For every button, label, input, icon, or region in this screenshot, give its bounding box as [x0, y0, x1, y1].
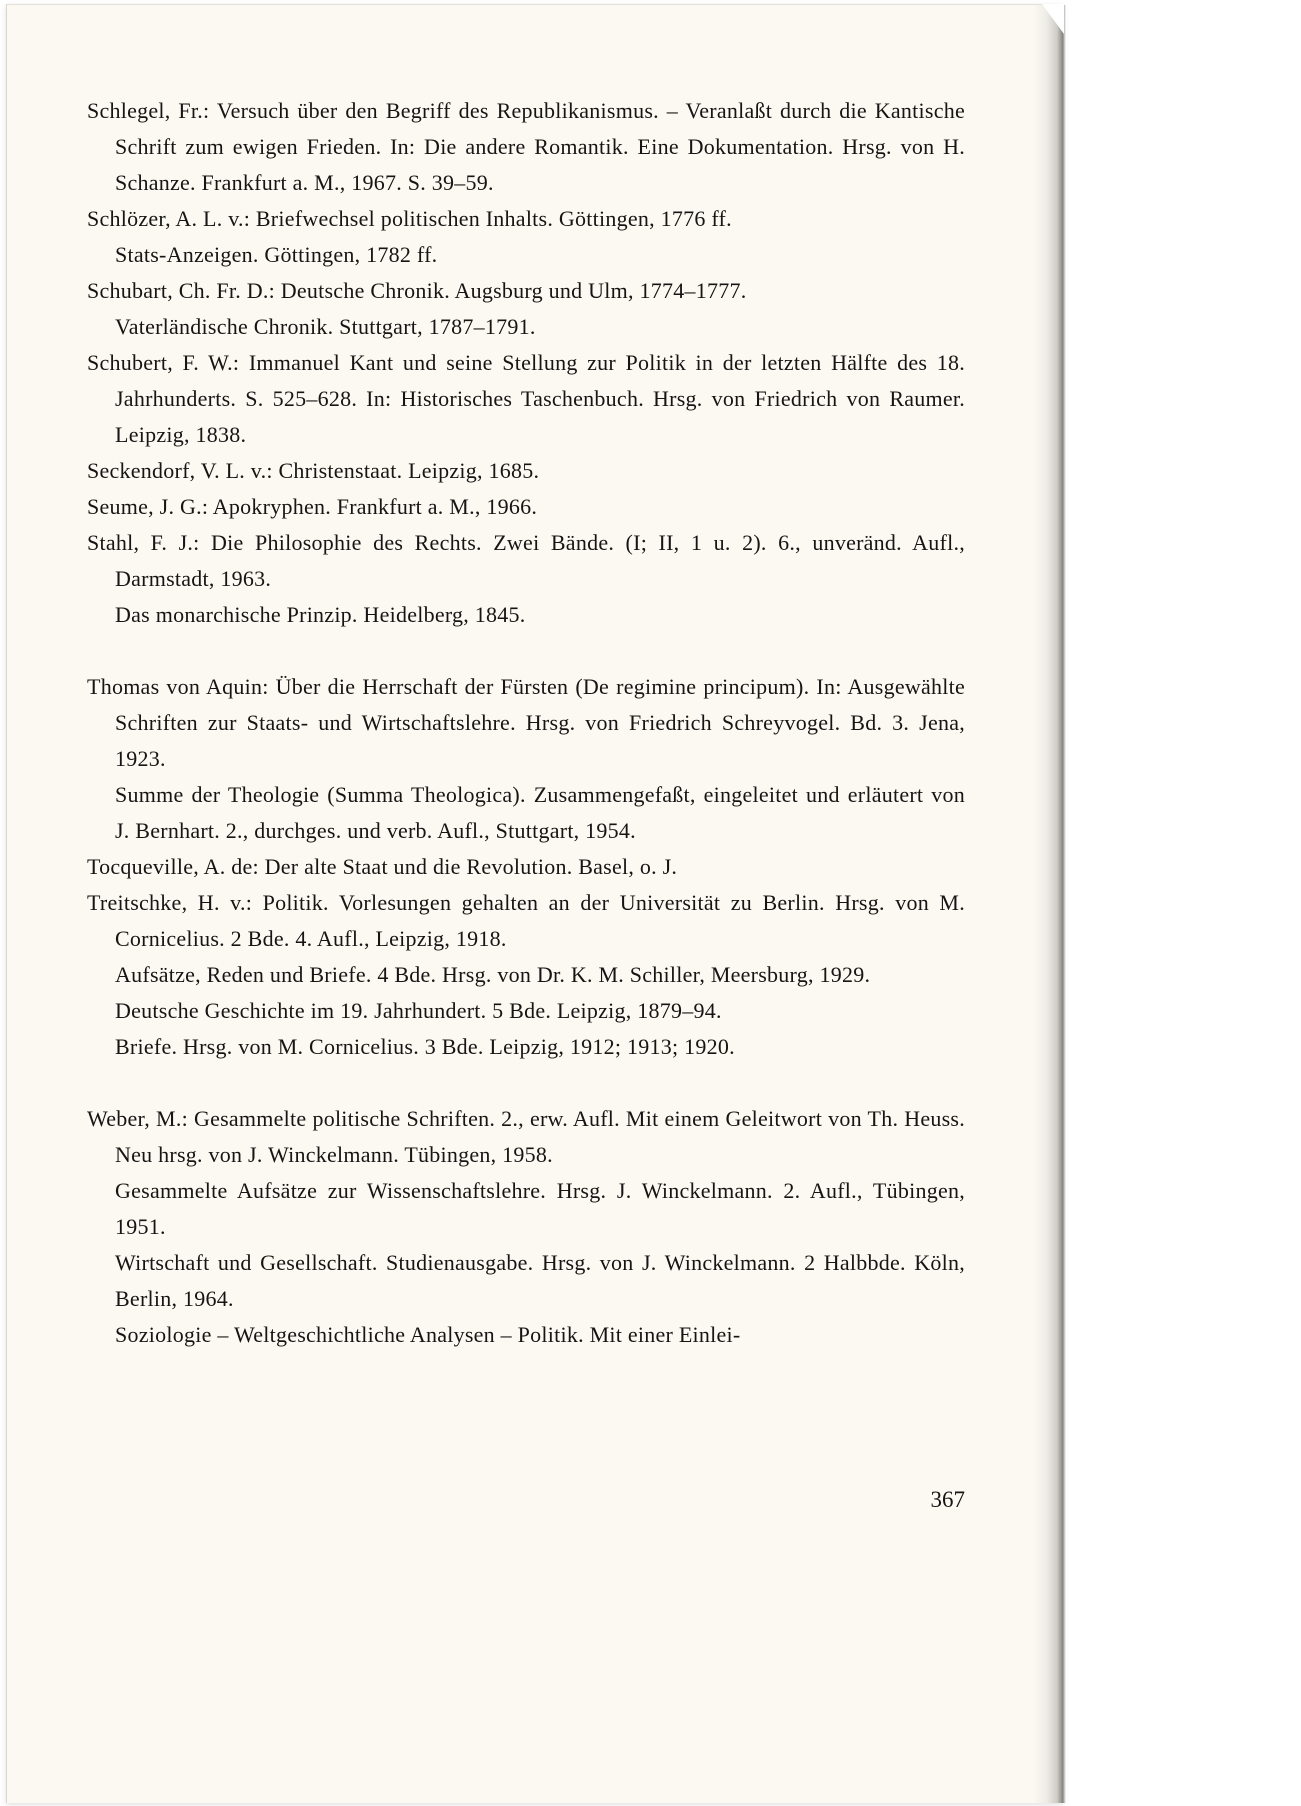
bibliography-subentry: Deutsche Geschichte im 19. Jahrhundert. 5 Bde. Leipzig, 1879–94. [115, 998, 722, 1023]
bibliography-entry: Schubert, F. W.: Immanuel Kant und seine Stellung zur Politik in der letzten Hälfte des 18. Jahrhunderts. S. 525–628. In: Historisches Taschenbuch. Hrsg. von Friedrich von Raumer. Leipzig, 1838. [87, 350, 965, 447]
bibliography-entry: Thomas von Aquin: Über die Herrschaft der Fürsten (De regimine principum). In: Ausgewählte Schriften zur Staats- und Wirtschaftslehre. Hrsg. von Friedrich Schreyvogel. Bd. 3. Jena, 1923. [87, 674, 965, 771]
bibliography-entry: Weber, M.: Gesammelte politische Schriften. 2., erw. Aufl. Mit einem Geleitwort von Th. Heuss. Neu hrsg. von J. Winckelmann. Tübingen, 1958. [87, 1106, 965, 1167]
bibliography-entry: Schlözer, A. L. v.: Briefwechsel politischen Inhalts. Göttingen, 1776 ff. [87, 206, 732, 231]
bibliography-entry: Treitschke, H. v.: Politik. Vorlesungen gehalten an der Universität zu Berlin. Hrsg. von M. Cornicelius. 2 Bde. 4. Aufl., Leipzig, 1918. [87, 890, 965, 951]
bibliography-subentry: Briefe. Hrsg. von M. Cornicelius. 3 Bde. Leipzig, 1912; 1913; 1920. [115, 1034, 735, 1059]
bibliography-subentry: Gesammelte Aufsätze zur Wissenschaftslehre. Hrsg. J. Winckelmann. 2. Aufl., Tübingen, 1951. [115, 1178, 965, 1239]
bibliography-subentry: Das monarchische Prinzip. Heidelberg, 1845. [115, 602, 526, 627]
page-edge-shadow [1033, 5, 1063, 1803]
bibliography-entry: Schlegel, Fr.: Versuch über den Begriff des Republikanismus. – Veranlaßt durch die Kantische Schrift zum ewigen Frieden. In: Die andere Romantik. Eine Dokumentation. Hrsg. von H. Schanze. Frankfurt a. M., 1967. S. 39–59. [87, 98, 965, 195]
page-corner-curl [1042, 4, 1064, 34]
bibliography-subentry: Vaterländische Chronik. Stuttgart, 1787–1791. [115, 314, 536, 339]
bibliography-entry: Schubart, Ch. Fr. D.: Deutsche Chronik. Augsburg und Ulm, 1774–1777. [87, 278, 747, 303]
bibliography-entry: Seume, J. G.: Apokryphen. Frankfurt a. M., 1966. [87, 494, 538, 519]
bibliography-entry: Seckendorf, V. L. v.: Christenstaat. Leipzig, 1685. [87, 458, 540, 483]
bibliography-entry: Stahl, F. J.: Die Philosophie des Rechts. Zwei Bände. (I; II, 1 u. 2). 6., unveränd. Aufl., Darmstadt, 1963. [87, 530, 965, 591]
page-edge-line [1063, 5, 1066, 1803]
bibliography-entry: Tocqueville, A. de: Der alte Staat und die Revolution. Basel, o. J. [87, 854, 678, 879]
bibliography-subentry: Wirtschaft und Gesellschaft. Studienausgabe. Hrsg. von J. Winckelmann. 2 Halbbde. Köln, Berlin, 1964. [115, 1250, 965, 1311]
page-number: 367 [930, 1487, 965, 1512]
bibliography-subentry: Soziologie – Weltgeschichtliche Analysen – Politik. Mit einer Einlei- [115, 1322, 741, 1347]
bibliography-subentry: Stats-Anzeigen. Göttingen, 1782 ff. [115, 242, 438, 267]
bibliography-subentry: Aufsätze, Reden und Briefe. 4 Bde. Hrsg. von Dr. K. M. Schiller, Meersburg, 1929. [115, 962, 871, 987]
bibliography-subentry: Summe der Theologie (Summa Theologica). Zusammengefaßt, eingeleitet und erläutert von J. Bernhart. 2., durchges. und verb. Aufl., Stuttgart, 1954. [115, 782, 965, 843]
bibliography-text-block [87, 93, 965, 1353]
book-page [6, 4, 1063, 1803]
